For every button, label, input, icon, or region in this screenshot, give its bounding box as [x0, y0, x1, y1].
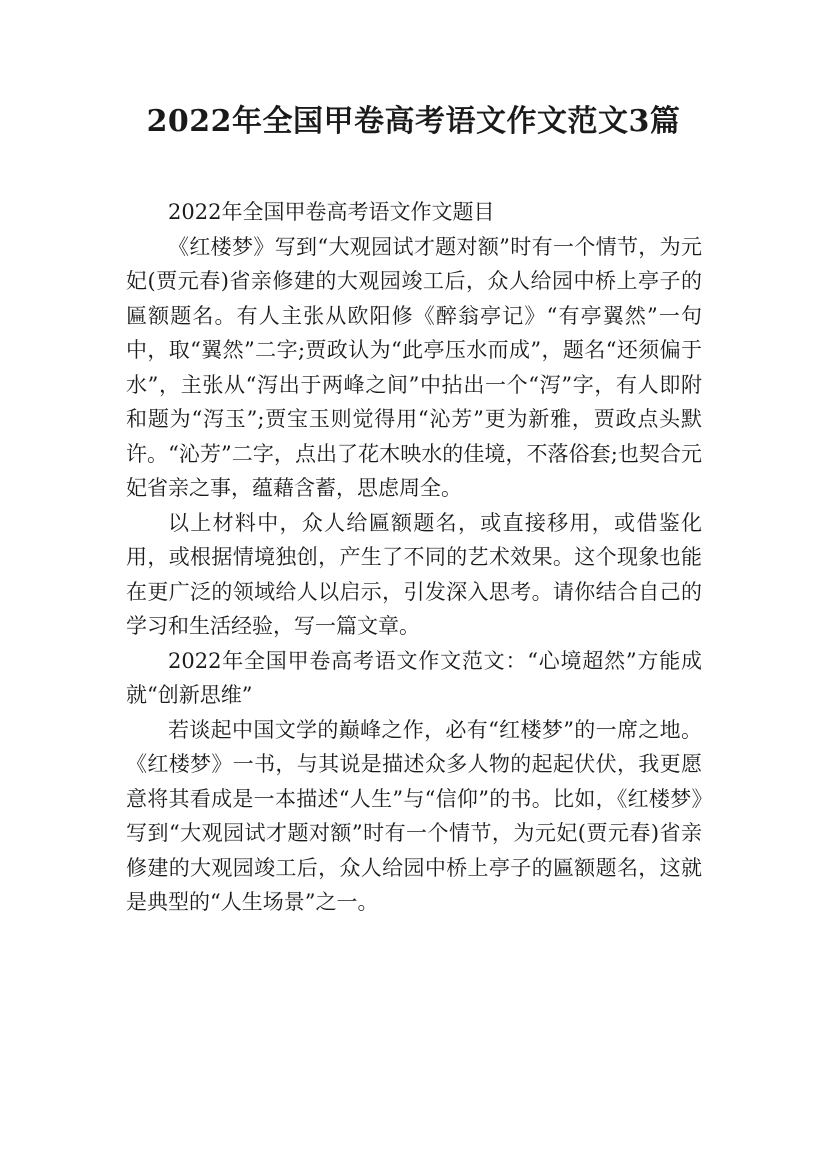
paragraph-prompt-material: 《红楼梦》写到“大观园试才题对额”时有一个情节，为元妃(贾元春)省亲修建的大观园竣工后，众人给园中桥上亭子的匾额题名。有人主张从欧阳修《醉翁亭记》“有亭翼然”一句中，取“翼然”二字;贾政认为“此亭压水而成”，题名“还须偏于水”，主张从“泻出于两峰之间”中拈出一个“泻”字，有人即附和题为“泻玉”;贾宝玉则觉得用“沁芳”更为新雅，贾政点头默许。“沁芳”二字，点出了花木映水的佳境，不落俗套;也契合元妃省亲之事，蕴藉含蓄，思虑周全。 — [126, 234, 702, 500]
document-body — [126, 195, 702, 920]
paragraph-sample-essay-body: 若谈起中国文学的巅峰之作，必有“红楼梦”的一席之地。《红楼梦》一书，与其说是描述众多人物的起起伏伏，我更愿意将其看成是一本描述“人生”与“信仰”的书。比如，《红楼梦》写到“大观园试才题对额”时有一个情节，为元妃(贾元春)省亲修建的大观园竣工后，众人给园中桥上亭子的匾额题名，这就是典型的“人生场景”之一。 — [126, 717, 702, 914]
paragraph-sample-essay-heading: 2022年全国甲卷高考语文作文范文：“心境超然”方能成就“创新思维” — [126, 648, 702, 707]
paragraph-essay-prompt-heading: 2022年全国甲卷高考语文作文题目 — [168, 200, 495, 224]
document-title: 2022年全国甲卷高考语文作文范文3篇 — [146, 104, 681, 139]
paragraph-prompt-instruction: 以上材料中，众人给匾额题名，或直接移用，或借鉴化用，或根据情境独创，产生了不同的艺术效果。这个现象也能在更广泛的领域给人以启示，引发深入思考。请你结合自己的学习和生活经验，写一篇文章。 — [126, 510, 702, 638]
